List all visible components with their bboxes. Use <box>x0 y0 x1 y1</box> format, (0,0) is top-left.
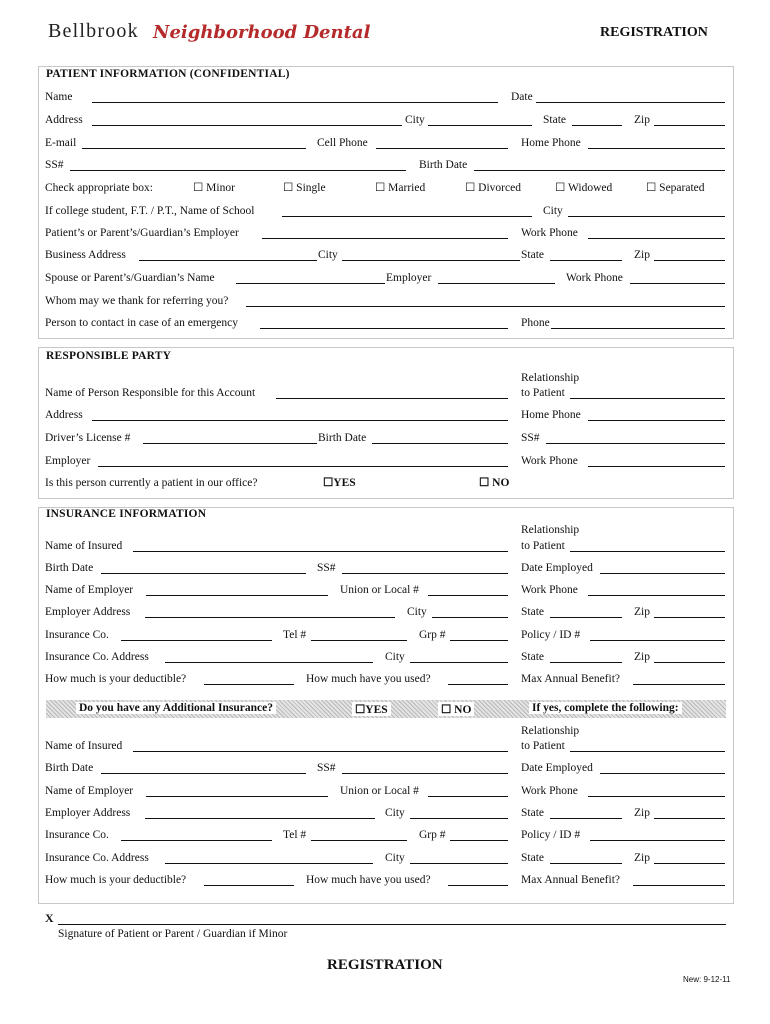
insured-ssn-field[interactable] <box>342 573 508 574</box>
insurance-state-field[interactable] <box>550 662 622 663</box>
brand-name: Bellbrook <box>48 20 139 42</box>
secondary-birth-date-field[interactable] <box>101 773 306 774</box>
secondary-insured-name-label: Name of Insured <box>45 740 123 752</box>
address-field[interactable] <box>92 125 402 126</box>
insurance-relationship-field[interactable] <box>570 551 725 552</box>
date-field[interactable] <box>536 102 725 103</box>
secondary-union-field[interactable] <box>428 796 508 797</box>
business-state-field[interactable] <box>550 260 622 261</box>
business-address-field[interactable] <box>139 260 317 261</box>
union-field[interactable] <box>428 595 508 596</box>
max-benefit-field[interactable] <box>633 684 725 685</box>
minor-checkbox[interactable]: ☐ Minor <box>193 182 235 194</box>
home-phone-label: Home Phone <box>521 137 581 149</box>
secondary-insurance-zip-field[interactable] <box>654 863 725 864</box>
policy-id-label: Policy / ID # <box>521 629 581 641</box>
insurance-state-label: State <box>521 651 544 663</box>
employer-city-label: City <box>407 606 427 618</box>
college-field[interactable] <box>282 216 532 217</box>
date-label: Date <box>511 91 533 103</box>
city-field[interactable] <box>428 125 532 126</box>
secondary-max-benefit-field[interactable] <box>633 885 725 886</box>
referral-field[interactable] <box>246 306 725 307</box>
separated-checkbox[interactable]: ☐ Separated <box>646 182 705 194</box>
date-employed-field[interactable] <box>600 573 725 574</box>
birth-date-label: Birth Date <box>419 159 468 171</box>
business-zip-label: Zip <box>634 249 650 261</box>
secondary-employer-state-field[interactable] <box>550 818 622 819</box>
responsible-section-title: RESPONSIBLE PARTY <box>46 350 172 362</box>
insurance-zip-field[interactable] <box>654 662 725 663</box>
signature-label: Signature of Patient or Parent / Guardian if Minor <box>58 928 288 940</box>
cell-phone-field[interactable] <box>376 148 508 149</box>
college-city-field[interactable] <box>568 216 725 217</box>
business-zip-field[interactable] <box>654 260 725 261</box>
employer-address-field[interactable] <box>145 617 395 618</box>
secondary-deductible-field[interactable] <box>204 885 294 886</box>
form-title-top: REGISTRATION <box>600 25 708 40</box>
insurance-city-field[interactable] <box>410 662 508 663</box>
signature-field[interactable] <box>58 924 726 925</box>
secondary-tel-field[interactable] <box>311 840 407 841</box>
insured-work-phone-label: Work Phone <box>521 584 578 596</box>
responsible-home-phone-field[interactable] <box>588 420 725 421</box>
secondary-insurance-address-label: Insurance Co. Address <box>45 852 149 864</box>
check-box-label: Check appropriate box: <box>45 182 153 194</box>
emergency-field[interactable] <box>260 328 508 329</box>
responsible-employer-label: Employer <box>45 455 91 467</box>
employer-city-field[interactable] <box>432 617 508 618</box>
secondary-employer-city-label: City <box>385 807 405 819</box>
business-city-field[interactable] <box>342 260 520 261</box>
insurance-co-label: Insurance Co. <box>45 629 109 641</box>
secondary-relationship-label-2: to Patient <box>521 740 565 752</box>
responsible-home-phone-label: Home Phone <box>521 409 581 421</box>
additional-insurance-no-checkbox[interactable]: ☐ NO <box>438 702 474 716</box>
responsible-address-label: Address <box>45 409 83 421</box>
insurance-address-label: Insurance Co. Address <box>45 651 149 663</box>
birth-date-field[interactable] <box>474 170 725 171</box>
patient-section-title: PATIENT INFORMATION (CONFIDENTIAL) <box>46 68 290 80</box>
business-address-label: Business Address <box>45 249 126 261</box>
secondary-insured-name-field[interactable] <box>133 751 508 752</box>
referral-label: Whom may we thank for referring you? <box>45 295 229 307</box>
secondary-work-phone-label: Work Phone <box>521 785 578 797</box>
deductible-label: How much is your deductible? <box>45 673 187 685</box>
secondary-employer-state-label: State <box>521 807 544 819</box>
ssn-field[interactable] <box>70 170 406 171</box>
secondary-insurance-state-field[interactable] <box>550 863 622 864</box>
secondary-grp-field[interactable] <box>450 840 508 841</box>
single-checkbox[interactable]: ☐ Single <box>283 182 326 194</box>
insured-birth-date-label: Birth Date <box>45 562 94 574</box>
secondary-policy-id-field[interactable] <box>590 840 725 841</box>
secondary-insurance-co-field[interactable] <box>121 840 272 841</box>
used-field[interactable] <box>448 684 508 685</box>
insured-name-field[interactable] <box>133 551 508 552</box>
secondary-date-employed-label: Date Employed <box>521 762 593 774</box>
divorced-checkbox[interactable]: ☐ Divorced <box>465 182 521 194</box>
secondary-tel-label: Tel # <box>283 829 307 841</box>
email-label: E-mail <box>45 137 77 149</box>
responsible-name-field[interactable] <box>276 398 508 399</box>
additional-insurance-question: Do you have any Additional Insurance? <box>76 702 276 714</box>
name-label: Name <box>45 91 73 103</box>
secondary-ssn-label: SS# <box>317 762 336 774</box>
secondary-used-field[interactable] <box>448 885 508 886</box>
insurance-relationship-label-2: to Patient <box>521 540 565 552</box>
insurance-relationship-label-1: Relationship <box>521 524 580 536</box>
secondary-employer-address-field[interactable] <box>145 818 375 819</box>
employer-field[interactable] <box>262 238 508 239</box>
employer-zip-field[interactable] <box>654 617 725 618</box>
zip-field[interactable] <box>654 125 725 126</box>
secondary-employer-city-field[interactable] <box>410 818 508 819</box>
emergency-label: Person to contact in case of an emergency <box>45 317 238 329</box>
secondary-employer-address-label: Employer Address <box>45 807 131 819</box>
insurance-address-field[interactable] <box>165 662 373 663</box>
secondary-insurance-state-label: State <box>521 852 544 864</box>
secondary-union-label: Union or Local # <box>340 785 419 797</box>
responsible-relationship-field[interactable] <box>570 398 725 399</box>
insurance-tel-label: Tel # <box>283 629 307 641</box>
brand-script-name: Neighborhood Dental <box>153 22 371 43</box>
responsible-relationship-label-1: Relationship <box>521 372 580 384</box>
form-title-bottom: REGISTRATION <box>327 957 443 973</box>
college-label: If college student, F.T. / P.T., Name of School <box>45 205 255 217</box>
home-phone-field[interactable] <box>588 148 725 149</box>
secondary-date-employed-field[interactable] <box>600 773 725 774</box>
employer-name-field[interactable] <box>146 595 328 596</box>
responsible-ssn-label: SS# <box>521 432 540 444</box>
employer-zip-label: Zip <box>634 606 650 618</box>
insured-birth-date-field[interactable] <box>101 573 306 574</box>
responsible-birth-date-label: Birth Date <box>318 432 367 444</box>
spouse-name-label: Spouse or Parent’s/Guardian’s Name <box>45 272 215 284</box>
secondary-employer-zip-field[interactable] <box>654 818 725 819</box>
current-patient-label: Is this person currently a patient in our office? <box>45 477 258 489</box>
business-state-label: State <box>521 249 544 261</box>
if-yes-instruction: If yes, complete the following: <box>529 702 682 714</box>
spouse-employer-field[interactable] <box>438 283 555 284</box>
address-label: Address <box>45 114 83 126</box>
email-field[interactable] <box>82 148 306 149</box>
secondary-relationship-label-1: Relationship <box>521 725 580 737</box>
secondary-insurance-city-label: City <box>385 852 405 864</box>
emergency-phone-label: Phone <box>521 317 550 329</box>
responsible-employer-field[interactable] <box>98 466 508 467</box>
secondary-policy-id-label: Policy / ID # <box>521 829 581 841</box>
responsible-relationship-label-2: to Patient <box>521 387 565 399</box>
secondary-grp-label: Grp # <box>419 829 446 841</box>
insurance-grp-label: Grp # <box>419 629 446 641</box>
license-label: Driver’s License # <box>45 432 131 444</box>
secondary-relationship-field[interactable] <box>570 751 725 752</box>
college-city-label: City <box>543 205 563 217</box>
employer-address-label: Employer Address <box>45 606 131 618</box>
version-label: New: 9-12-11 <box>683 975 731 984</box>
secondary-employer-name-field[interactable] <box>146 796 328 797</box>
insurance-section-title: INSURANCE INFORMATION <box>46 508 207 520</box>
secondary-insurance-address-field[interactable] <box>165 863 373 864</box>
license-field[interactable] <box>143 443 317 444</box>
secondary-employer-name-label: Name of Employer <box>45 785 134 797</box>
secondary-used-label: How much have you used? <box>306 874 431 886</box>
name-field[interactable] <box>92 102 498 103</box>
insured-name-label: Name of Insured <box>45 540 123 552</box>
insurance-zip-label: Zip <box>634 651 650 663</box>
date-employed-label: Date Employed <box>521 562 593 574</box>
employer-state-field[interactable] <box>550 617 622 618</box>
secondary-max-benefit-label: Max Annual Benefit? <box>521 874 621 886</box>
additional-insurance-yes-checkbox[interactable]: ☐YES <box>352 702 391 716</box>
secondary-birth-date-label: Birth Date <box>45 762 94 774</box>
responsible-name-label: Name of Person Responsible for this Account <box>45 387 256 399</box>
secondary-insurance-co-label: Insurance Co. <box>45 829 109 841</box>
cell-phone-label: Cell Phone <box>317 137 368 149</box>
deductible-field[interactable] <box>204 684 294 685</box>
responsible-work-phone-field[interactable] <box>588 466 725 467</box>
widowed-checkbox[interactable]: ☐ Widowed <box>555 182 613 194</box>
employer-state-label: State <box>521 606 544 618</box>
responsible-work-phone-label: Work Phone <box>521 455 578 467</box>
responsible-ssn-field[interactable] <box>546 443 725 444</box>
insurance-city-label: City <box>385 651 405 663</box>
secondary-insurance-city-field[interactable] <box>410 863 508 864</box>
current-patient-yes-checkbox[interactable]: ☐YES <box>323 477 356 489</box>
employer-name-label: Name of Employer <box>45 584 134 596</box>
spouse-work-phone-label: Work Phone <box>566 272 623 284</box>
insured-ssn-label: SS# <box>317 562 336 574</box>
current-patient-no-checkbox[interactable]: ☐ NO <box>479 477 510 489</box>
state-field[interactable] <box>572 125 622 126</box>
insured-work-phone-field[interactable] <box>588 595 725 596</box>
secondary-ssn-field[interactable] <box>342 773 508 774</box>
work-phone-label: Work Phone <box>521 227 578 239</box>
responsible-address-field[interactable] <box>92 420 508 421</box>
insurance-co-field[interactable] <box>121 640 272 641</box>
zip-label: Zip <box>634 114 650 126</box>
signature-x-mark: X <box>45 911 54 925</box>
secondary-work-phone-field[interactable] <box>588 796 725 797</box>
responsible-birth-date-field[interactable] <box>372 443 508 444</box>
ssn-label: SS# <box>45 159 64 171</box>
insurance-grp-field[interactable] <box>450 640 508 641</box>
spouse-employer-label: Employer <box>386 272 432 284</box>
married-checkbox[interactable]: ☐ Married <box>375 182 426 194</box>
work-phone-field[interactable] <box>588 238 725 239</box>
max-benefit-label: Max Annual Benefit? <box>521 673 621 685</box>
business-city-label: City <box>318 249 338 261</box>
secondary-employer-zip-label: Zip <box>634 807 650 819</box>
city-label: City <box>405 114 425 126</box>
insurance-tel-field[interactable] <box>311 640 407 641</box>
secondary-deductible-label: How much is your deductible? <box>45 874 187 886</box>
secondary-insurance-zip-label: Zip <box>634 852 650 864</box>
union-label: Union or Local # <box>340 584 419 596</box>
emergency-phone-field[interactable] <box>551 328 725 329</box>
employer-label: Patient’s or Parent’s/Guardian’s Employer <box>45 227 239 239</box>
state-label: State <box>543 114 566 126</box>
used-label: How much have you used? <box>306 673 431 685</box>
spouse-work-phone-field[interactable] <box>630 283 725 284</box>
policy-id-field[interactable] <box>590 640 725 641</box>
spouse-name-field[interactable] <box>236 283 385 284</box>
